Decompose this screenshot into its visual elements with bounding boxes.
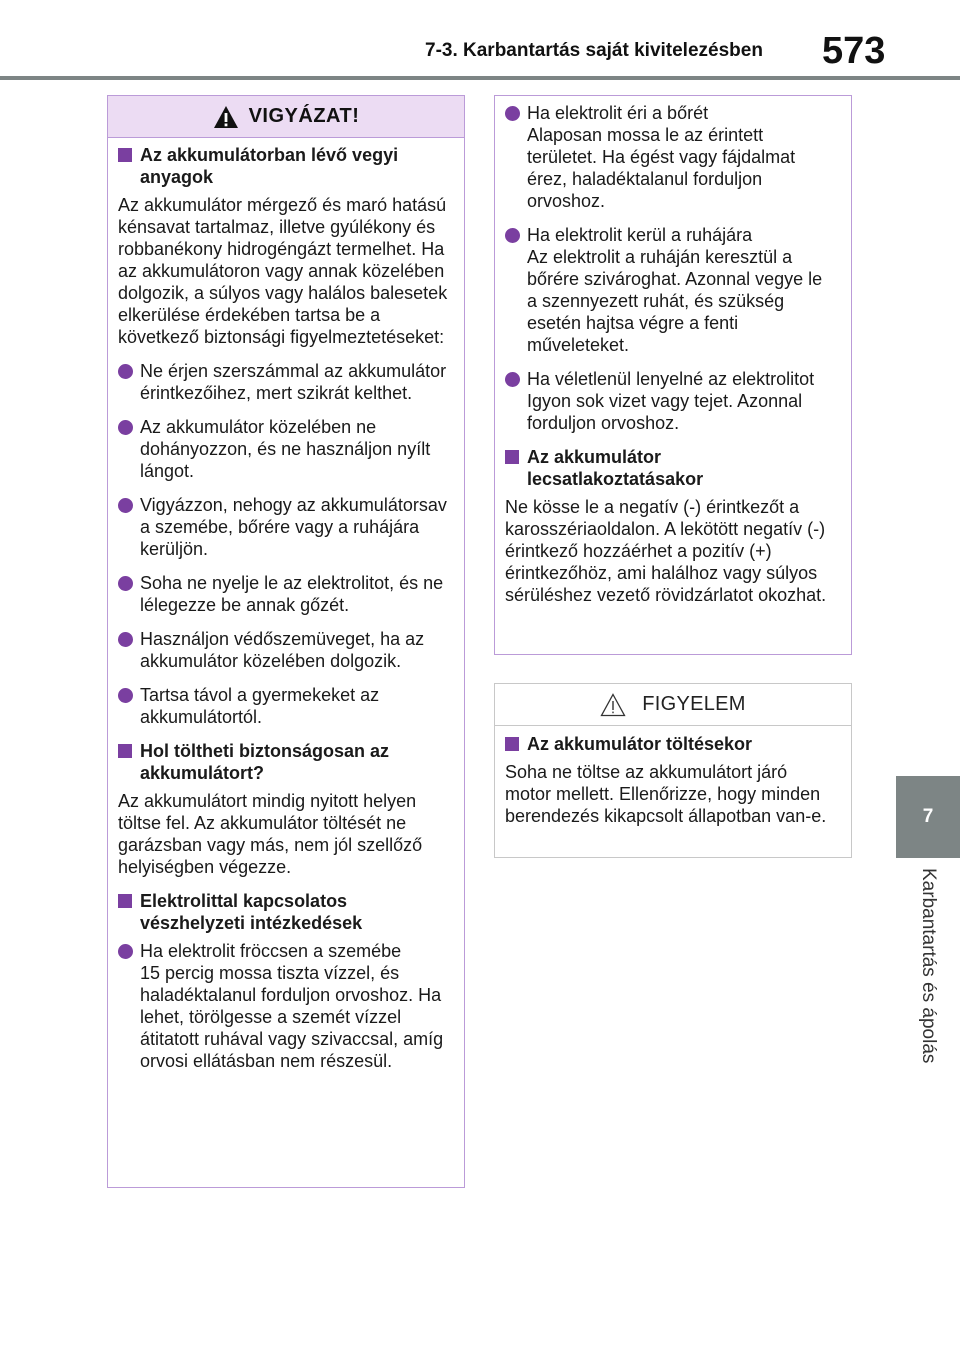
round-bullet-icon xyxy=(118,576,133,591)
notice-title: FIGYELEM xyxy=(642,693,746,715)
warning-box-left xyxy=(107,95,465,1188)
chapter-tab: 7 xyxy=(896,776,960,858)
list-item: Ha elektrolit fröccsen a szemébe 15 percig mossa tiszta vízzel, és haladéktalanul forduljon orvoshoz. Ha lehet, törölgesse a szemét vízzel átitatott ruhával vagy szivaccsal, amíg orvosi ellátásban nem részesül. xyxy=(118,940,450,1072)
subheading: Az akkumulátorban lévő vegyi anyagok xyxy=(118,144,450,188)
list-item: Soha ne nyelje le az elektrolitot, és ne lélegezze be annak gőzét. xyxy=(118,572,450,616)
square-bullet-icon xyxy=(505,450,519,464)
subheading: Hol töltheti biztonságosan az akkumulátort? xyxy=(118,740,450,784)
square-bullet-icon xyxy=(118,894,132,908)
notice-body xyxy=(495,726,851,827)
round-bullet-icon xyxy=(118,944,133,959)
chapter-label-text: Karbantartás és ápolás xyxy=(918,868,939,1064)
round-bullet-icon xyxy=(118,420,133,435)
warning-body-right xyxy=(495,96,851,606)
paragraph: Az akkumulátort mindig nyitott helyen töltse fel. Az akkumulátor töltését ne garázsban vagy más, nem jól szellőző helyiségben végezze. xyxy=(118,791,423,877)
round-bullet-icon xyxy=(118,364,133,379)
list-item: Vigyázzon, nehogy az akkumulátorsav a szemébe, bőrére vagy a ruhájára kerüljön. xyxy=(118,494,450,560)
warning-header xyxy=(108,96,464,138)
paragraph: Ne kösse le a negatív (-) érintkezőt a karosszériaoldalon. A lekötött negatív (-) érintkező hozzáérhet a pozitív (+) érintkezőhöz, ami halálhoz vagy súlyos sérüléshez vezető rövidzárlatot okozhat. xyxy=(505,497,827,605)
square-bullet-icon xyxy=(118,744,132,758)
list-item: Ha véletlenül lenyelné az elektrolitot Igyon sok vizet vagy tejet. Azonnal forduljon orvoshoz. xyxy=(505,368,837,434)
caution-triangle-icon xyxy=(600,693,626,717)
subheading: Az akkumulátor töltésekor xyxy=(505,733,837,755)
chapter-label xyxy=(896,868,960,1098)
list-item: Ne érjen szerszámmal az akkumulátor érintkezőihez, mert szikrát kelthet. xyxy=(118,360,450,404)
notice-box xyxy=(494,683,852,858)
round-bullet-icon xyxy=(118,632,133,647)
paragraph: Az akkumulátor mérgező és maró hatású kénsavat tartalmaz, illetve gyúlékony és robbanékony hidrogéngázt termelhet. Ha az akkumulátoron vagy annak közelében dolgozik, a súlyos vagy halálos balesetek elkerülése érdekében tartsa be a következő biztonsági figyelmeztetéseket: xyxy=(118,195,448,347)
list-item: Ha elektrolit kerül a ruhájára Az elektrolit a ruháján keresztül a bőrére szivároghat. Azonnal vegye le a szennyezett ruhát, és szükség esetén hajtsa végre a fenti műveleteket. xyxy=(505,224,837,356)
square-bullet-icon xyxy=(505,737,519,751)
round-bullet-icon xyxy=(505,228,520,243)
list-item: Az akkumulátor közelében ne dohányozzon, és ne használjon nyílt lángot. xyxy=(118,416,450,482)
round-bullet-icon xyxy=(505,106,520,121)
list-item: Ha elektrolit éri a bőrét Alaposan mossa le az érintett területet. Ha égést vagy fájdalmat érez, haladéktalanul forduljon orvoshoz. xyxy=(505,102,837,212)
round-bullet-icon xyxy=(118,498,133,513)
subheading: Az akkumulátor lecsatlakoztatásakor xyxy=(505,446,837,490)
header-rule xyxy=(0,76,960,80)
paragraph: Soha ne töltse az akkumulátort járó motor mellett. Ellenőrizze, hogy minden berendezés kikapcsolt állapotban van-e. xyxy=(505,762,827,826)
warning-body-left xyxy=(108,138,464,1072)
square-bullet-icon xyxy=(118,148,132,162)
subheading: Elektrolittal kapcsolatos vészhelyzeti intézkedések xyxy=(118,890,450,934)
section-header-title: 7-3. Karbantartás saját kivitelezésben xyxy=(425,40,763,61)
page-number: 573 xyxy=(822,30,886,72)
round-bullet-icon xyxy=(505,372,520,387)
list-item: Tartsa távol a gyermekeket az akkumulátortól. xyxy=(118,684,450,728)
warning-triangle-icon xyxy=(213,105,239,129)
warning-title: VIGYÁZAT! xyxy=(248,105,360,127)
warning-box-right xyxy=(494,95,852,655)
list-item: Használjon védőszemüveget, ha az akkumulátor közelében dolgozik. xyxy=(118,628,450,672)
notice-header xyxy=(495,684,851,726)
round-bullet-icon xyxy=(118,688,133,703)
